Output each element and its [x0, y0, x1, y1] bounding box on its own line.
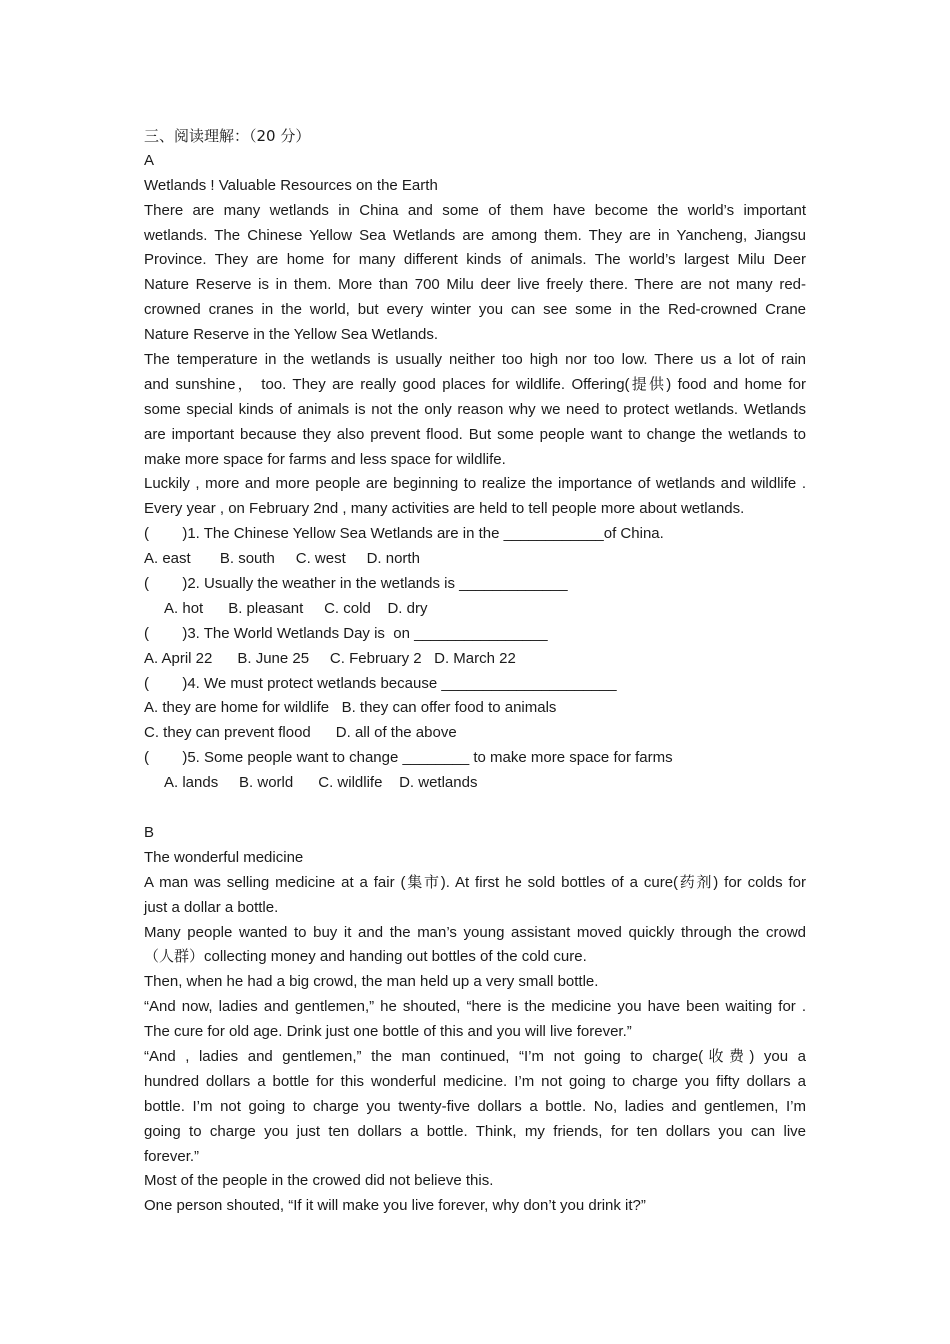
passage-a-line: Province. They are home for many different kinds of animals. The world’s largest Milu Deer: [144, 251, 806, 269]
question-options: A. lands B. world C. wildlife D. wetlands: [144, 774, 478, 792]
passage-b-label: B: [144, 823, 155, 841]
document-content: [144, 124, 806, 1219]
passage-b-line: going to charge you just ten dollars a bottle. Think, my friends, for ten dollars you can live: [144, 1122, 806, 1140]
passage-b-line: （人群）collecting money and handing out bottles of the cold cure.: [144, 948, 587, 966]
passage-b-line: forever.”: [144, 1147, 200, 1165]
passage-a-line: make more space for farms and less space for wildlife.: [144, 450, 506, 468]
passage-a-line: Nature Reserve is in them. More than 700 Milu deer live freely there. There are not many red-: [144, 276, 806, 294]
passage-b-line: A man was selling medicine at a fair (集市). At first he sold bottles of a cure(药剂) for colds for: [144, 873, 806, 891]
passage-a-line: Luckily , more and more people are beginning to realize the importance of wetlands and wildlife .: [144, 475, 806, 493]
passage-b-line: Most of the people in the crowed did not believe this.: [144, 1172, 494, 1190]
passage-a-line: and sunshine， too. They are really good places for wildlife. Offering(提供) food and home for: [144, 375, 806, 393]
question-options: A. April 22 B. June 25 C. February 2 D. March 22: [144, 649, 516, 667]
passage-a-line: wetlands. The Chinese Yellow Sea Wetlands are among them. They are in Yancheng, Jiangsu: [144, 226, 806, 244]
passage-b-line: “And , ladies and gentlemen,” the man continued, “I’m not going to charge(收费) you a: [144, 1047, 806, 1065]
question-stem: ( )1. The Chinese Yellow Sea Wetlands are in the ____________of China.: [144, 525, 664, 543]
question-stem: ( )3. The World Wetlands Day is on ________________: [144, 624, 548, 642]
question-stem: ( )2. Usually the weather in the wetlands is _____________: [144, 575, 568, 593]
passage-a-line: some special kinds of animals is not the only reason why we need to protect wetlands. Wetlands: [144, 400, 806, 418]
passage-a-line: Nature Reserve in the Yellow Sea Wetlands.: [144, 326, 439, 344]
passage-b-line: Many people wanted to buy it and the man’s young assistant moved quickly through the crowd: [144, 923, 806, 941]
passage-b-line: Then, when he had a big crowd, the man held up a very small bottle.: [144, 973, 599, 991]
passage-a-line: crowned cranes in the world, but every winter you can see some in the Red-crowned Crane: [144, 301, 806, 319]
question-options: A. hot B. pleasant C. cold D. dry: [144, 599, 428, 617]
passage-b-line: just a dollar a bottle.: [144, 898, 279, 916]
passage-a-line: Every year , on February 2nd , many activities are held to tell people more about wetlands.: [144, 500, 745, 518]
question-stem: ( )4. We must protect wetlands because _____________________: [144, 674, 617, 692]
passage-b-line: “And now, ladies and gentlemen,” he shouted, “here is the medicine you have been waiting for .: [144, 998, 806, 1016]
passage-a-label: A: [144, 151, 155, 169]
passage-b-line: The cure for old age. Drink just one bottle of this and you will live forever.”: [144, 1023, 632, 1041]
passage-a-line: The temperature in the wetlands is usually neither too high nor too low. There us a lot of rain: [144, 351, 806, 369]
passage-a-line: There are many wetlands in China and some of them have become the world’s important: [144, 201, 806, 219]
question-options: C. they can prevent flood D. all of the above: [144, 724, 457, 742]
passage-b-line: bottle. I’m not going to charge you twenty-five dollars a bottle. No, ladies and gentlemen, I’m: [144, 1097, 806, 1115]
passage-a-line: are important because they also prevent flood. But some people want to change the wetlands to: [144, 425, 806, 443]
question-stem: ( )5. Some people want to change ________ to make more space for farms: [144, 749, 673, 767]
section-title: 三、阅读理解：（20 分）: [144, 127, 311, 145]
passage-b-title: The wonderful medicine: [144, 848, 304, 866]
blank-line: [144, 796, 806, 821]
passage-a-title: Wetlands ! Valuable Resources on the Earth: [144, 176, 438, 194]
question-options: A. east B. south C. west D. north: [144, 550, 420, 568]
question-options: A. they are home for wildlife B. they can offer food to animals: [144, 699, 557, 717]
passage-b-line: hundred dollars a bottle for this wonderful medicine. I’m not going to charge you fifty dollars a: [144, 1072, 806, 1090]
passage-b-line: One person shouted, “If it will make you live forever, why don’t you drink it?”: [144, 1197, 646, 1215]
